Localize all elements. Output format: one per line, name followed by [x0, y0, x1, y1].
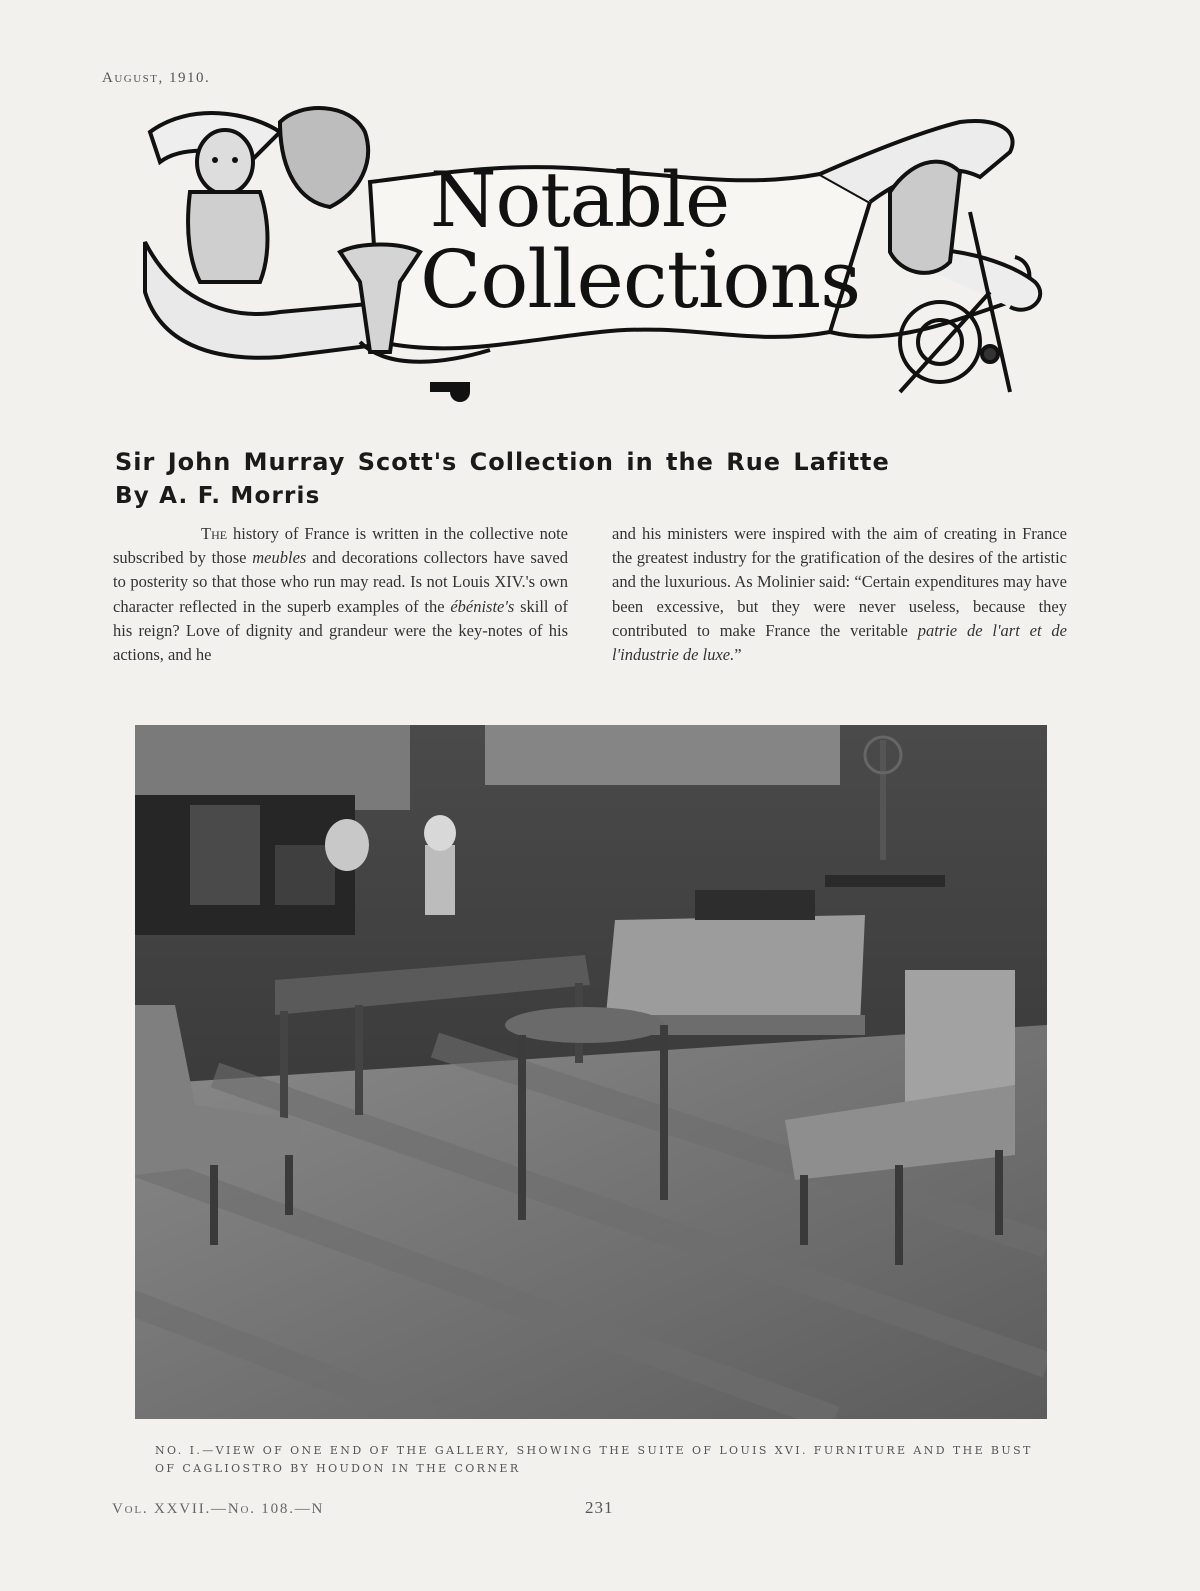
gallery-furniture-photo [135, 725, 1047, 1419]
gallery-photograph [135, 725, 1047, 1419]
text-run: and decorations collectors have saved to posterity so that those who run may read. Is not Louis XIV.'s own character reflected in the superb examples of the [113, 548, 569, 616]
text-run: ” [734, 645, 742, 665]
italic-term: meubles [252, 548, 307, 568]
page-number: 231 [585, 1498, 614, 1517]
notable-collections-banner [130, 92, 1060, 422]
text-run: history of France is written in the collective note subscribed by those [113, 524, 568, 568]
opening-word: The [201, 524, 228, 543]
text-run: and his ministers were inspired with the aim of creating in France the greatest industry for the gratification of the desires of the artistic and the luxurious. As Molinier said: “Certain expenditures may have been excessive, but they were never useless, because they contributed to make France the veritable [612, 524, 1067, 640]
banner-title-line-2: Collections [420, 233, 861, 326]
issue-date: August, 1910. [102, 70, 211, 86]
volume-line: Vol. XXVII.—No. 108.—N [112, 1501, 325, 1517]
text-run: skill of his reign? Love of dignity and grandeur were the key-notes of his actions, and he [113, 596, 568, 665]
article-byline: By A. F. Morris [115, 483, 321, 509]
article-column-left [113, 522, 568, 667]
italic-quote: patrie de l'art et de l'industrie de luxe. [612, 620, 1067, 665]
banner-title-line-1: Notable [430, 155, 730, 244]
figure-caption: NO. I.—VIEW OF ONE END OF THE GALLERY, SHOWING THE SUITE OF LOUIS XVI. FURNITURE AND THE BUST OF CAGLIOSTRO BY HOUDON IN THE CORNER [155, 1444, 1033, 1475]
article-title: Sir John Murray Scott's Collection in the Rue Lafitte [115, 448, 890, 476]
article-column-right [612, 522, 1067, 667]
italic-term: ébéniste's [450, 596, 515, 616]
